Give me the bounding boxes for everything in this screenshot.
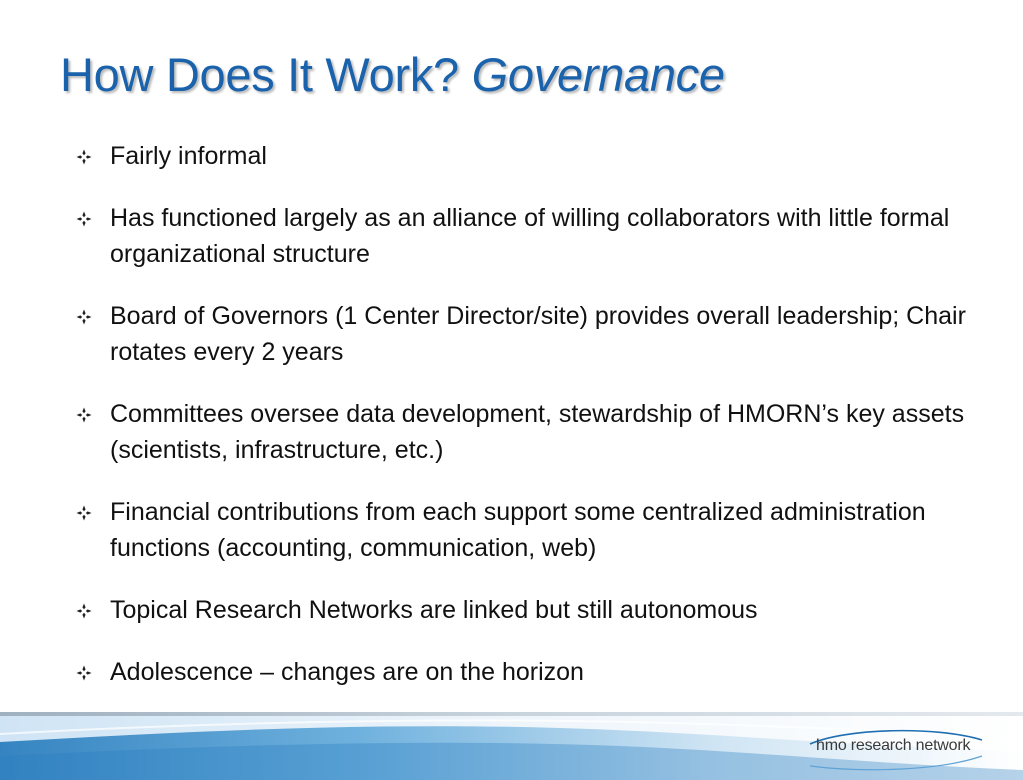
logo-text: hmo research network xyxy=(816,737,971,754)
bullet-list xyxy=(70,138,1000,716)
bullet-text: Topical Research Networks are linked but still autonomous xyxy=(110,596,758,624)
bullet-text: Financial contributions from each support some centralized administration functions (accounting, communication, web) xyxy=(110,498,926,562)
four-point-diamond-icon xyxy=(76,603,92,619)
four-point-diamond-icon xyxy=(76,149,92,165)
four-point-diamond-icon xyxy=(76,505,92,521)
bullet-item xyxy=(70,396,1000,468)
bullet-text: Has functioned largely as an alliance of willing collaborators with little formal organizational structure xyxy=(110,204,950,268)
bullet-text: Committees oversee data development, stewardship of HMORN’s key assets (scientists, infrastructure, etc.) xyxy=(110,400,965,464)
bullet-text: Fairly informal xyxy=(110,142,267,170)
four-point-diamond-icon xyxy=(76,211,92,227)
bullet-item xyxy=(70,494,1000,566)
four-point-diamond-icon xyxy=(76,665,92,681)
bullet-text: Board of Governors (1 Center Director/site) provides overall leadership; Chair rotates every 2 years xyxy=(110,302,966,366)
bullet-item xyxy=(70,138,1000,174)
bullet-item xyxy=(70,592,1000,628)
bullet-item xyxy=(70,654,1000,690)
bullet-item xyxy=(70,200,1000,272)
slide-title xyxy=(60,44,725,106)
bullet-text: Adolescence – changes are on the horizon xyxy=(110,658,584,686)
title-main: How Does It Work? xyxy=(60,48,459,101)
title-italic: Governance xyxy=(471,48,725,101)
bullet-item xyxy=(70,298,1000,370)
four-point-diamond-icon xyxy=(76,407,92,423)
four-point-diamond-icon xyxy=(76,309,92,325)
